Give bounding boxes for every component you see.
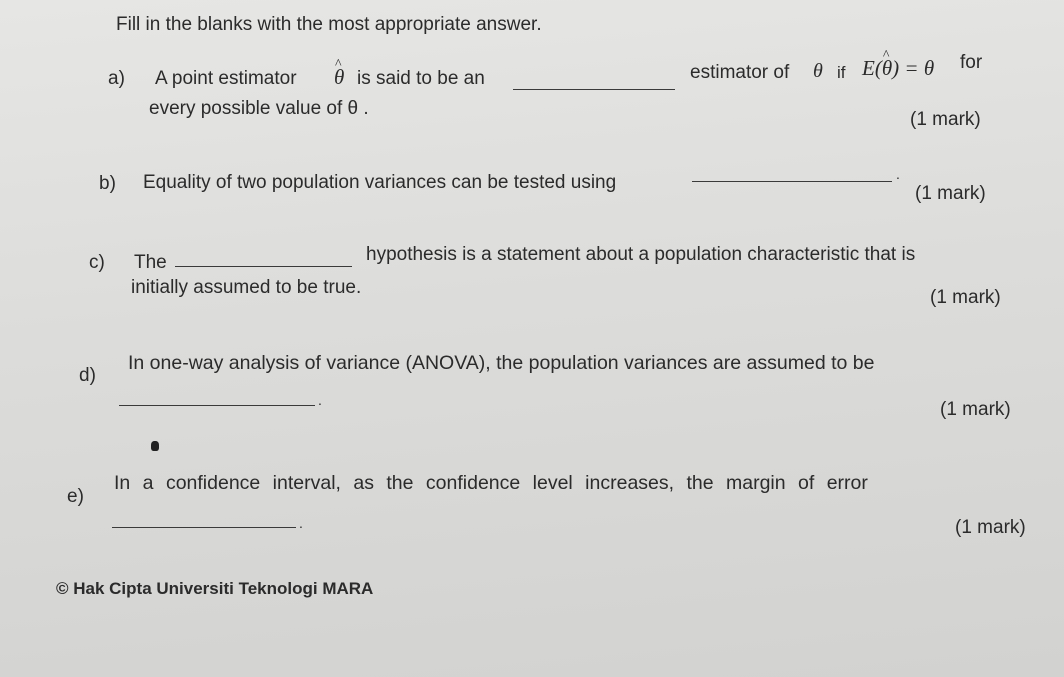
question-b-label: b) xyxy=(99,173,116,194)
blank-c[interactable] xyxy=(175,266,352,267)
question-e-mark: (1 mark) xyxy=(955,517,1026,538)
theta-symbol: θ xyxy=(813,60,823,82)
question-a-mark: (1 mark) xyxy=(910,109,981,130)
question-e-label: e) xyxy=(67,486,84,507)
question-d-mark: (1 mark) xyxy=(940,399,1011,420)
expectation-equation: E(^ θ) = θ xyxy=(862,57,934,79)
question-d-period: . xyxy=(318,392,322,408)
question-a-if: if xyxy=(837,63,846,82)
question-c-mark: (1 mark) xyxy=(930,287,1001,308)
question-a-line2: every possible value of θ . xyxy=(149,98,369,119)
ink-speck xyxy=(151,441,159,451)
question-c-the: The xyxy=(134,252,167,273)
question-a-label: a) xyxy=(108,68,125,89)
question-b-text: Equality of two population variances can be tested using xyxy=(143,172,617,193)
theta-hat-symbol: ^ θ xyxy=(334,66,344,88)
question-b-mark: (1 mark) xyxy=(915,183,986,204)
question-e-period: . xyxy=(299,515,303,531)
blank-a[interactable] xyxy=(513,89,675,90)
question-c-line2: initially assumed to be true. xyxy=(131,277,362,298)
question-c-label: c) xyxy=(89,252,105,273)
blank-e[interactable] xyxy=(112,527,296,528)
blank-b[interactable] xyxy=(692,181,892,182)
question-a-text-before: A point estimator xyxy=(155,68,297,89)
question-a-for: for xyxy=(960,52,983,73)
question-c-text-after: hypothesis is a statement about a population characteristic that is xyxy=(366,244,916,265)
question-b-period: . xyxy=(896,166,900,182)
question-a-text-after-symbol: is said to be an xyxy=(357,68,485,89)
question-d-text: In one-way analysis of variance (ANOVA), the population variances are assumed to be xyxy=(128,352,875,374)
copyright-footer: © Hak Cipta Universiti Teknologi MARA xyxy=(56,579,374,598)
instruction-text: Fill in the blanks with the most appropriate answer. xyxy=(116,14,542,35)
blank-d[interactable] xyxy=(119,405,315,406)
question-d-label: d) xyxy=(79,365,96,386)
question-e-text: In a confidence interval, as the confidence level increases, the margin of error xyxy=(114,472,868,494)
question-a-estimator-of: estimator of xyxy=(690,62,790,83)
